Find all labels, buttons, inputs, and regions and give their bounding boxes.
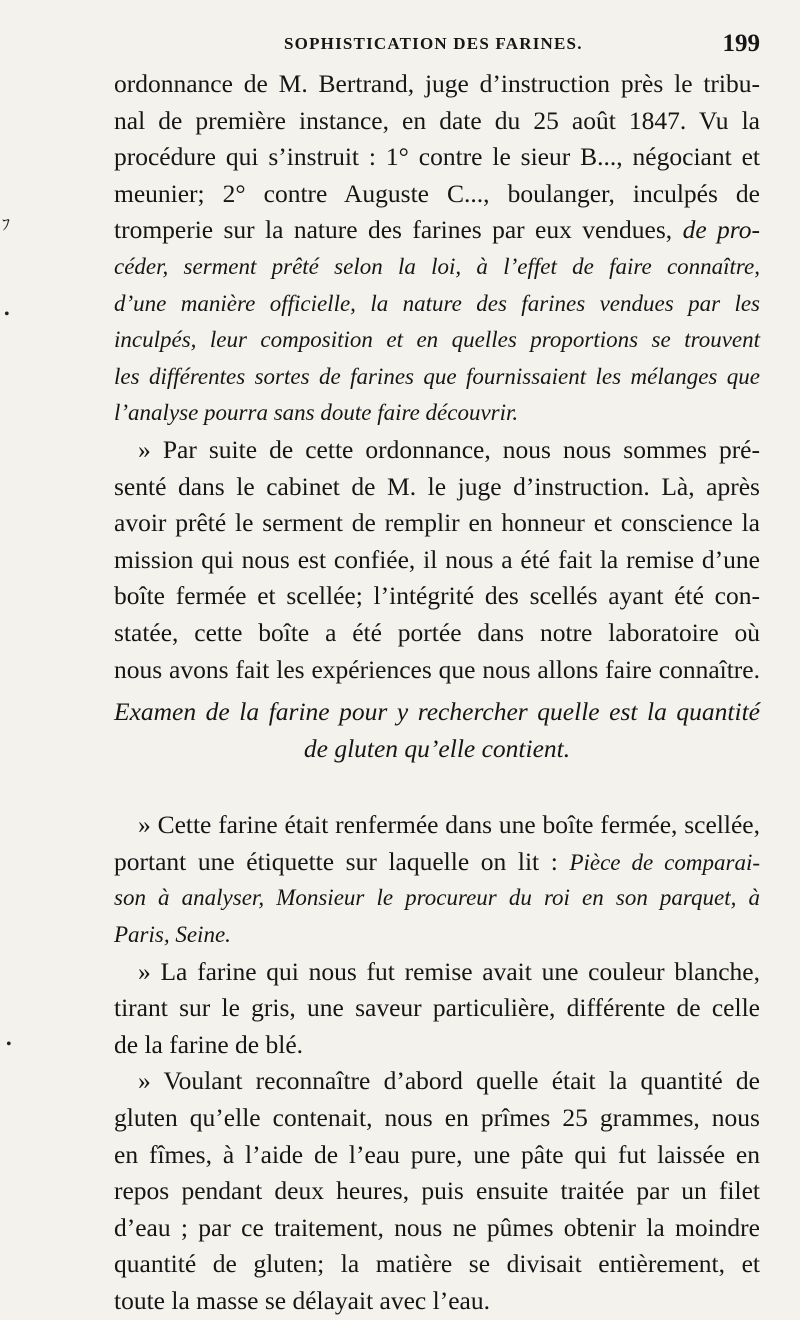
text-line-italic: inculpés, leur composition et en quelles proportions se trouvent: [114, 327, 760, 353]
text-line: » Par suite de cette ordonnance, nous nous sommes pré-: [138, 434, 760, 464]
text-line: boîte fermée et scellée; l’intégrité des scellés ayant été con-: [114, 581, 760, 611]
text-line: ordonnance de M. Bertrand, juge d’instruction près le tribu-: [114, 69, 760, 98]
text-line: » Cette farine était renfermée dans une boîte fermée, scellée,: [138, 810, 760, 840]
body-text: [114, 66, 760, 1320]
text-line: senté dans le cabinet de M. le juge d’instruction. Là, après: [114, 471, 760, 501]
text-line: meunier; 2° contre Auguste C..., boulanger, inculpés de: [114, 178, 760, 208]
text-line: nous avons fait les expériences que nous allons faire connaître.: [114, 654, 760, 684]
text-line: gluten qu’elle contenait, nous en prîmes 25 grammes, nous: [114, 1103, 760, 1133]
text-line: mission qui nous est confiée, il nous a été fait la remise d’une: [114, 544, 760, 574]
page-number: 199: [722, 30, 760, 57]
page-header: [114, 30, 760, 60]
text-line: avoir prêté le serment de remplir en honneur et conscience la: [114, 508, 760, 538]
text-line: » La farine qui nous fut remise avait une couleur blanche,: [138, 956, 760, 986]
text-line-italic: céder, serment prêté selon la loi, à l’effet de faire connaître,: [114, 253, 760, 279]
text-segment-italic: de pro-: [682, 215, 760, 245]
text-line: en fîmes, à l’aide de l’eau pure, une pâte qui fut laissée en: [114, 1139, 760, 1169]
margin-mark: •: [4, 306, 10, 323]
text-line-italic: les différentes sortes de farines que fournissaient les mélanges que: [114, 363, 760, 389]
text-segment: tromperie sur la nature des farines par eux vendues,: [114, 215, 683, 245]
text-line: quantité de gluten; la matière se divisait entièrement, et: [114, 1249, 760, 1279]
text-line: nal de première instance, en date du 25 août 1847. Vu la: [114, 105, 760, 135]
text-line-italic: Paris, Seine.: [114, 922, 231, 948]
text-line: [114, 844, 760, 881]
margin-mark: •: [6, 1036, 12, 1053]
section-heading: Examen de la farine pour y rechercher quelle est la quantité: [114, 697, 760, 727]
text-segment-italic: Pièce de comparai-: [569, 849, 760, 875]
text-line: de la farine de blé.: [114, 1029, 304, 1059]
spacer: [114, 767, 760, 807]
text-line: d’eau ; par ce traitement, nous ne pûmes obtenir la moindre: [114, 1212, 760, 1242]
text-segment: portant une étiquette sur laquelle on lit :: [114, 846, 570, 876]
text-line: [114, 212, 760, 249]
text-line: statée, cette boîte a été portée dans notre laboratoire où: [114, 617, 760, 647]
text-line-italic: d’une manière officielle, la nature des farines vendues par les: [114, 290, 760, 316]
text-line: procédure qui s’instruit : 1° contre le sieur B..., négociant et: [114, 142, 760, 172]
text-line: repos pendant deux heures, puis ensuite traitée par un filet: [114, 1176, 760, 1206]
text-line-italic: son à analyser, Monsieur le procureur du roi en son parquet, à: [114, 885, 760, 911]
text-line: toute la masse se délayait avec l’eau.: [114, 1286, 490, 1315]
text-line-italic: l’analyse pourra sans doute faire découvrir.: [114, 400, 519, 426]
margin-mark: ﾌ: [2, 217, 11, 234]
running-title: SOPHISTICATION DES FARINES.: [284, 34, 583, 53]
section-heading: de gluten qu’elle contient.: [303, 733, 571, 763]
text-line: tirant sur le gris, une saveur particulière, différente de celle: [114, 993, 760, 1023]
text-line: » Voulant reconnaître d’abord quelle était la quantité de: [138, 1066, 760, 1096]
